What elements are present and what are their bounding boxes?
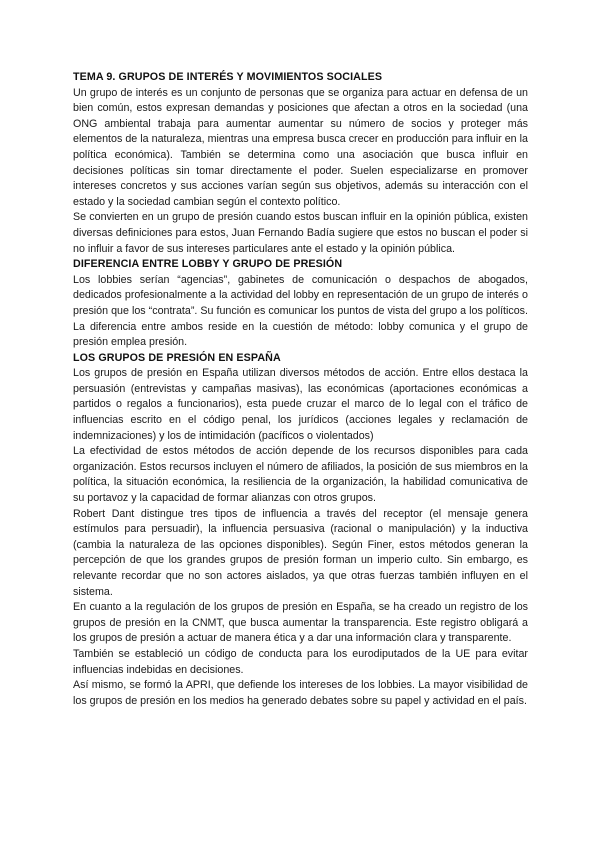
- section-heading-diferencia-lobby: DIFERENCIA ENTRE LOBBY Y GRUPO DE PRESIÓN: [73, 258, 343, 271]
- paragraph-codigo-conducta: También se estableció un código de conducta para los eurodiputados de la UE para evitar influencias indebidas en decisiones.: [73, 647, 528, 676]
- paragraph-regulacion: En cuanto a la regulación de los grupos de presión en España, se ha creado un registro de los grupos de presión en la CNMT, que busca aumentar la transparencia. Este registro obligará a los grupos de presión a actuar de manera ética y a dar una información clara y transparente.: [73, 601, 528, 645]
- paragraph-robert-dant: Robert Dant distingue tres tipos de influencia a través del receptor (el mensaje genera estímulos para persuadir), la influencia persuasiva (racional o manipulación) y la inductiva (cambia la naturaleza de las opciones disponibles). Según Finer, estos métodos generan la percepción de que los grandes grupos de presión forman un imperio culto. Sin embargo, es relevante recordar que no son actores aislados, ya que otras fuerzas también influyen en el sistema.: [73, 507, 528, 598]
- paragraph-definicion-grupo-interes: Un grupo de interés es un conjunto de personas que se organiza para actuar en defensa de un bien común, estos expresan demandas y posiciones que afectan a otros en la sociedad (una ONG ambiental trabaja para aumentar aumentar su número de socios y proteger más elementos de la naturaleza, mientras una empresa busca crecer en producción para influir en la política económica). También se determina como una asociación que busca influir en decisiones políticas sin tomar directamente el poder. Suelen especializarse en promover intereses concretos y sus acciones varían según sus objetivos, además su interacción con el estado y la sociedad cambian según el contexto político.: [73, 86, 528, 208]
- paragraph-apri: Así mismo, se formó la APRI, que defiende los intereses de los lobbies. La mayor visibilidad de los grupos de presión en los medios ha generado debates sobre su papel y actividad en el país.: [73, 679, 528, 707]
- paragraph-metodos-accion: Los grupos de presión en España utilizan diversos métodos de acción. Entre ellos destaca la persuasión (entrevistas y campañas masivas), las económicas (aportaciones económicas a partidos o regalos a funcionarios), esta puede cruzar el marco de lo legal con el tráfico de influencias escrito en el código penal, los jurídicos (acciones legales y reclamación de indemnizaciones) y los de intimidación (pacíficos o violentados): [73, 367, 528, 442]
- paragraph-efectividad: La efectividad de estos métodos de acción depende de los recursos disponibles para cada organización. Estos recursos incluyen el número de afiliados, la posición de sus miembros en la política, la situación económica, la resiliencia de la organización, la habilidad comunicativa de su portavoz y la capacidad de formar alianzas con otros grupos.: [73, 445, 528, 505]
- paragraph-grupo-presion: Se convierten en un grupo de presión cuando estos buscan influir en la opinión pública, existen diversas definiciones para estos, Juan Fernando Badía sugiere que estos no buscan el poder si no influir a favor de sus intereses particulares ante el estado y la opinión pública.: [73, 211, 528, 255]
- paragraph-lobbies: Los lobbies serían “agencias”, gabinetes de comunicación o despachos de abogados, dedicados profesionalmente a la actividad del lobby en representación de un grupo de interés o presión que los “contrata”. Su función es comunicar los puntos de vista del grupo a los políticos. La diferencia entre ambos reside en la cuestión de método: lobby comunica y el grupo de presión emplea presión.: [73, 273, 528, 349]
- section-heading-tema-9: TEMA 9. GRUPOS DE INTERÉS Y MOVIMIENTOS SOCIALES: [73, 71, 383, 83]
- section-heading-espana: LOS GRUPOS DE PRESIÓN EN ESPAÑA: [73, 351, 281, 364]
